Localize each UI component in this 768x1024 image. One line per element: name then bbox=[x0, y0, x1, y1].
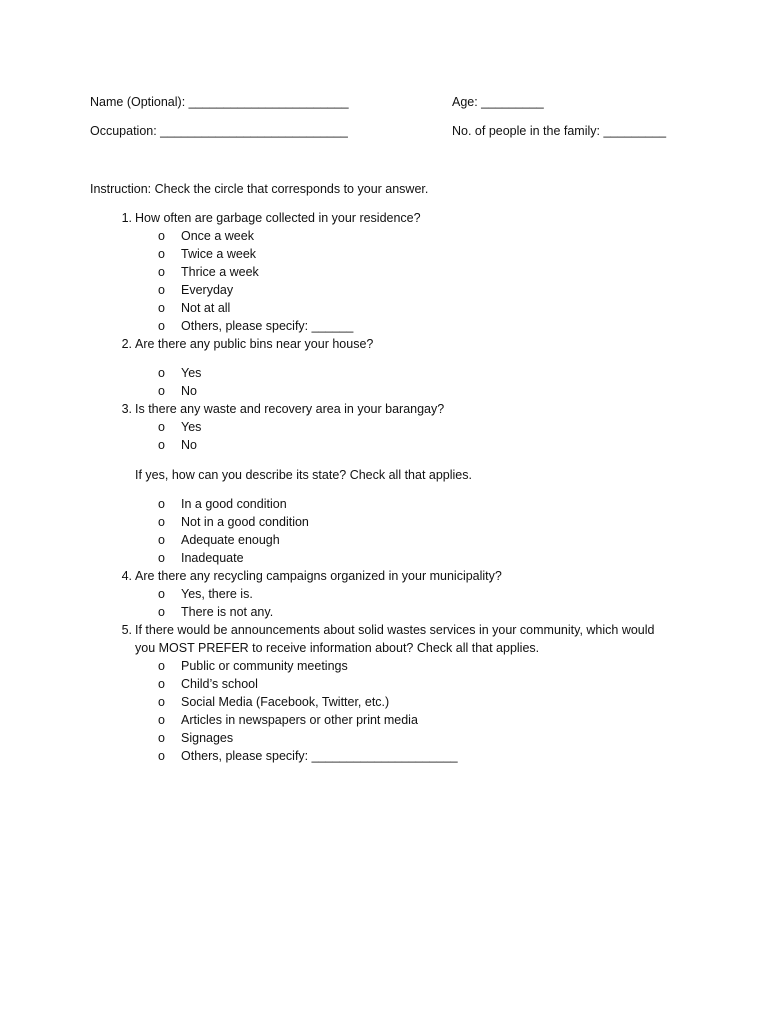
option-circle[interactable]: o bbox=[158, 713, 165, 727]
option-circle[interactable]: o bbox=[158, 229, 165, 243]
option-circle[interactable]: o bbox=[158, 695, 165, 709]
option-label: Yes bbox=[181, 366, 202, 380]
option-circle[interactable]: o bbox=[158, 587, 165, 601]
option-circle[interactable]: o bbox=[158, 533, 165, 547]
option-label: There is not any. bbox=[181, 605, 274, 619]
option-label: Not at all bbox=[181, 301, 231, 315]
option-label: Inadequate bbox=[181, 551, 244, 565]
option-circle[interactable]: o bbox=[158, 551, 165, 565]
instruction-text: Instruction: Check the circle that corresponds to your answer. bbox=[90, 182, 429, 196]
question-number: 4. bbox=[121, 569, 132, 583]
option-label: Yes, there is. bbox=[181, 587, 253, 601]
option-label: In a good condition bbox=[181, 497, 287, 511]
option-circle[interactable]: o bbox=[158, 659, 165, 673]
option-label: No bbox=[181, 438, 197, 452]
question-text: How often are garbage collected in your residence? bbox=[135, 211, 421, 225]
option-label: No bbox=[181, 384, 197, 398]
option-label: Twice a week bbox=[181, 247, 257, 261]
question-text: Is there any waste and recovery area in your barangay? bbox=[135, 402, 445, 416]
option-circle[interactable]: o bbox=[158, 247, 165, 261]
occupation-field-label: Occupation: ___________________________ bbox=[90, 124, 348, 138]
option-circle[interactable]: o bbox=[158, 265, 165, 279]
option-label: Social Media (Facebook, Twitter, etc.) bbox=[181, 695, 390, 709]
option-circle[interactable]: o bbox=[158, 301, 165, 315]
option-label: Others, please specify: _____________________ bbox=[181, 749, 458, 763]
question-text: Are there any public bins near your house? bbox=[135, 337, 374, 351]
option-label: Adequate enough bbox=[181, 533, 280, 547]
option-circle[interactable]: o bbox=[158, 731, 165, 745]
question-number: 5. bbox=[121, 623, 132, 637]
option-circle[interactable]: o bbox=[158, 384, 165, 398]
question-text-line2: you MOST PREFER to receive information about? Check all that applies. bbox=[135, 641, 540, 655]
question-number: 3. bbox=[121, 402, 132, 416]
option-label: Articles in newspapers or other print media bbox=[181, 713, 418, 727]
option-label: Child’s school bbox=[181, 677, 258, 691]
option-circle[interactable]: o bbox=[158, 420, 165, 434]
question-text: Are there any recycling campaigns organized in your municipality? bbox=[135, 569, 502, 583]
option-circle[interactable]: o bbox=[158, 677, 165, 691]
question-number: 1. bbox=[121, 211, 132, 225]
age-field-label: Age: _________ bbox=[452, 95, 544, 109]
name-field-label: Name (Optional): _______________________ bbox=[90, 95, 349, 109]
option-label: Others, please specify: ______ bbox=[181, 319, 354, 333]
option-circle[interactable]: o bbox=[158, 749, 165, 763]
option-label: Thrice a week bbox=[181, 265, 259, 279]
family-size-field-label: No. of people in the family: _________ bbox=[452, 124, 667, 138]
option-label: Public or community meetings bbox=[181, 659, 348, 673]
option-label: Signages bbox=[181, 731, 234, 745]
option-label: Not in a good condition bbox=[181, 515, 309, 529]
question-number: 2. bbox=[121, 337, 132, 351]
option-label: Everyday bbox=[181, 283, 234, 297]
option-circle[interactable]: o bbox=[158, 438, 165, 452]
option-circle[interactable]: o bbox=[158, 605, 165, 619]
option-label: Once a week bbox=[181, 229, 254, 243]
option-circle[interactable]: o bbox=[158, 319, 165, 333]
option-circle[interactable]: o bbox=[158, 366, 165, 380]
option-circle[interactable]: o bbox=[158, 497, 165, 511]
option-label: Yes bbox=[181, 420, 202, 434]
option-circle[interactable]: o bbox=[158, 283, 165, 297]
followup-question-text: If yes, how can you describe its state? Check all that applies. bbox=[135, 468, 472, 482]
question-text-line1: If there would be announcements about solid wastes services in your community, which would bbox=[135, 623, 655, 637]
option-circle[interactable]: o bbox=[158, 515, 165, 529]
